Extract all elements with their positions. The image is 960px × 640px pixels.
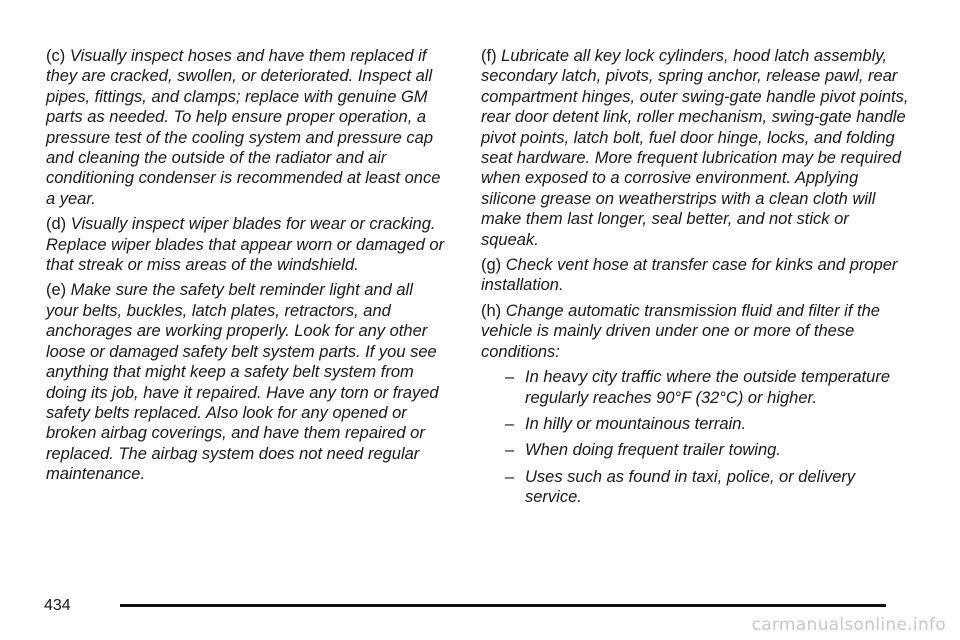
paragraph-d (46, 214, 446, 275)
paragraph-e (46, 280, 446, 484)
paragraph-g (481, 255, 911, 296)
condition-text: In heavy city traffic where the outside temperature regularly reaches 90°F (32°C) or higher. (525, 368, 891, 407)
item-text: Visually inspect hoses and have them replaced if they are cracked, swollen, or deteriorated. Inspect all pipes, fittings, and clamps; replace with genuine GM parts as needed. To help ensure proper operation, a pressure test of the cooling system and pressure cap and cleaning the outside of the radiator and air conditioning condenser is recommended at least once a year. (46, 47, 441, 208)
item-marker: (h) (481, 301, 502, 320)
item-text: Change automatic transmission fluid and filter if the vehicle is mainly driven under one or more of these conditions: (481, 301, 880, 361)
footer-rule (120, 604, 886, 607)
item-marker: (c) (46, 47, 66, 65)
condition-text: When doing frequent trailer towing. (525, 441, 781, 460)
paragraph-c (46, 46, 446, 209)
item-text: Visually inspect wiper blades for wear or cracking. Replace wiper blades that appear worn or damaged or that streak or miss areas of the windshield. (46, 215, 445, 275)
watermark: carmanualsonline.info (751, 615, 946, 635)
condition-item (481, 367, 911, 408)
item-marker: (e) (46, 281, 67, 300)
condition-item (481, 414, 911, 434)
paragraph-f (481, 46, 911, 250)
condition-item (481, 440, 911, 460)
item-text: Check vent hose at transfer case for kinks and proper installation. (481, 256, 898, 295)
item-marker: (d) (46, 215, 67, 234)
item-marker: (f) (481, 47, 497, 65)
dash-bullet: – (505, 441, 515, 460)
dash-bullet: – (505, 467, 515, 486)
item-text: Lubricate all key lock cylinders, hood latch assembly, secondary latch, pivots, spring anchor, release pawl, rear compartment hinges, outer swing-gate handle pivot points, rear door detent link, roller mechanism, swing-gate handle pivot points, latch bolt, fuel door hinge, locks, and folding seat hardware. More frequent lubrication may be required when exposed to a corrosive environment. Applying silicone grease on weatherstrips with a clean cloth will make them last longer, seal better, and not stick or squeak. (481, 47, 909, 249)
right-column (481, 46, 911, 514)
left-column (46, 46, 446, 490)
dash-bullet: – (505, 368, 515, 387)
paragraph-h (481, 301, 911, 362)
dash-bullet: – (505, 414, 515, 433)
item-marker: (g) (481, 256, 502, 275)
item-text: Make sure the safety belt reminder light and all your belts, buckles, latch plates, retractors, and anchorages are working properly. Look for any other loose or damaged safety belt system parts. If you see anything that might keep a safety belt system from doing its job, have it repaired. Have any torn or frayed safety belts replaced. Also look for any opened or broken airbag coverings, and have them repaired or replaced. The airbag system does not need regular maintenance. (46, 281, 439, 484)
conditions-list (481, 367, 911, 507)
page-number: 434 (44, 597, 71, 614)
condition-text: Uses such as found in taxi, police, or delivery service. (525, 467, 856, 507)
condition-item (481, 467, 911, 508)
condition-text: In hilly or mountainous terrain. (525, 414, 747, 433)
